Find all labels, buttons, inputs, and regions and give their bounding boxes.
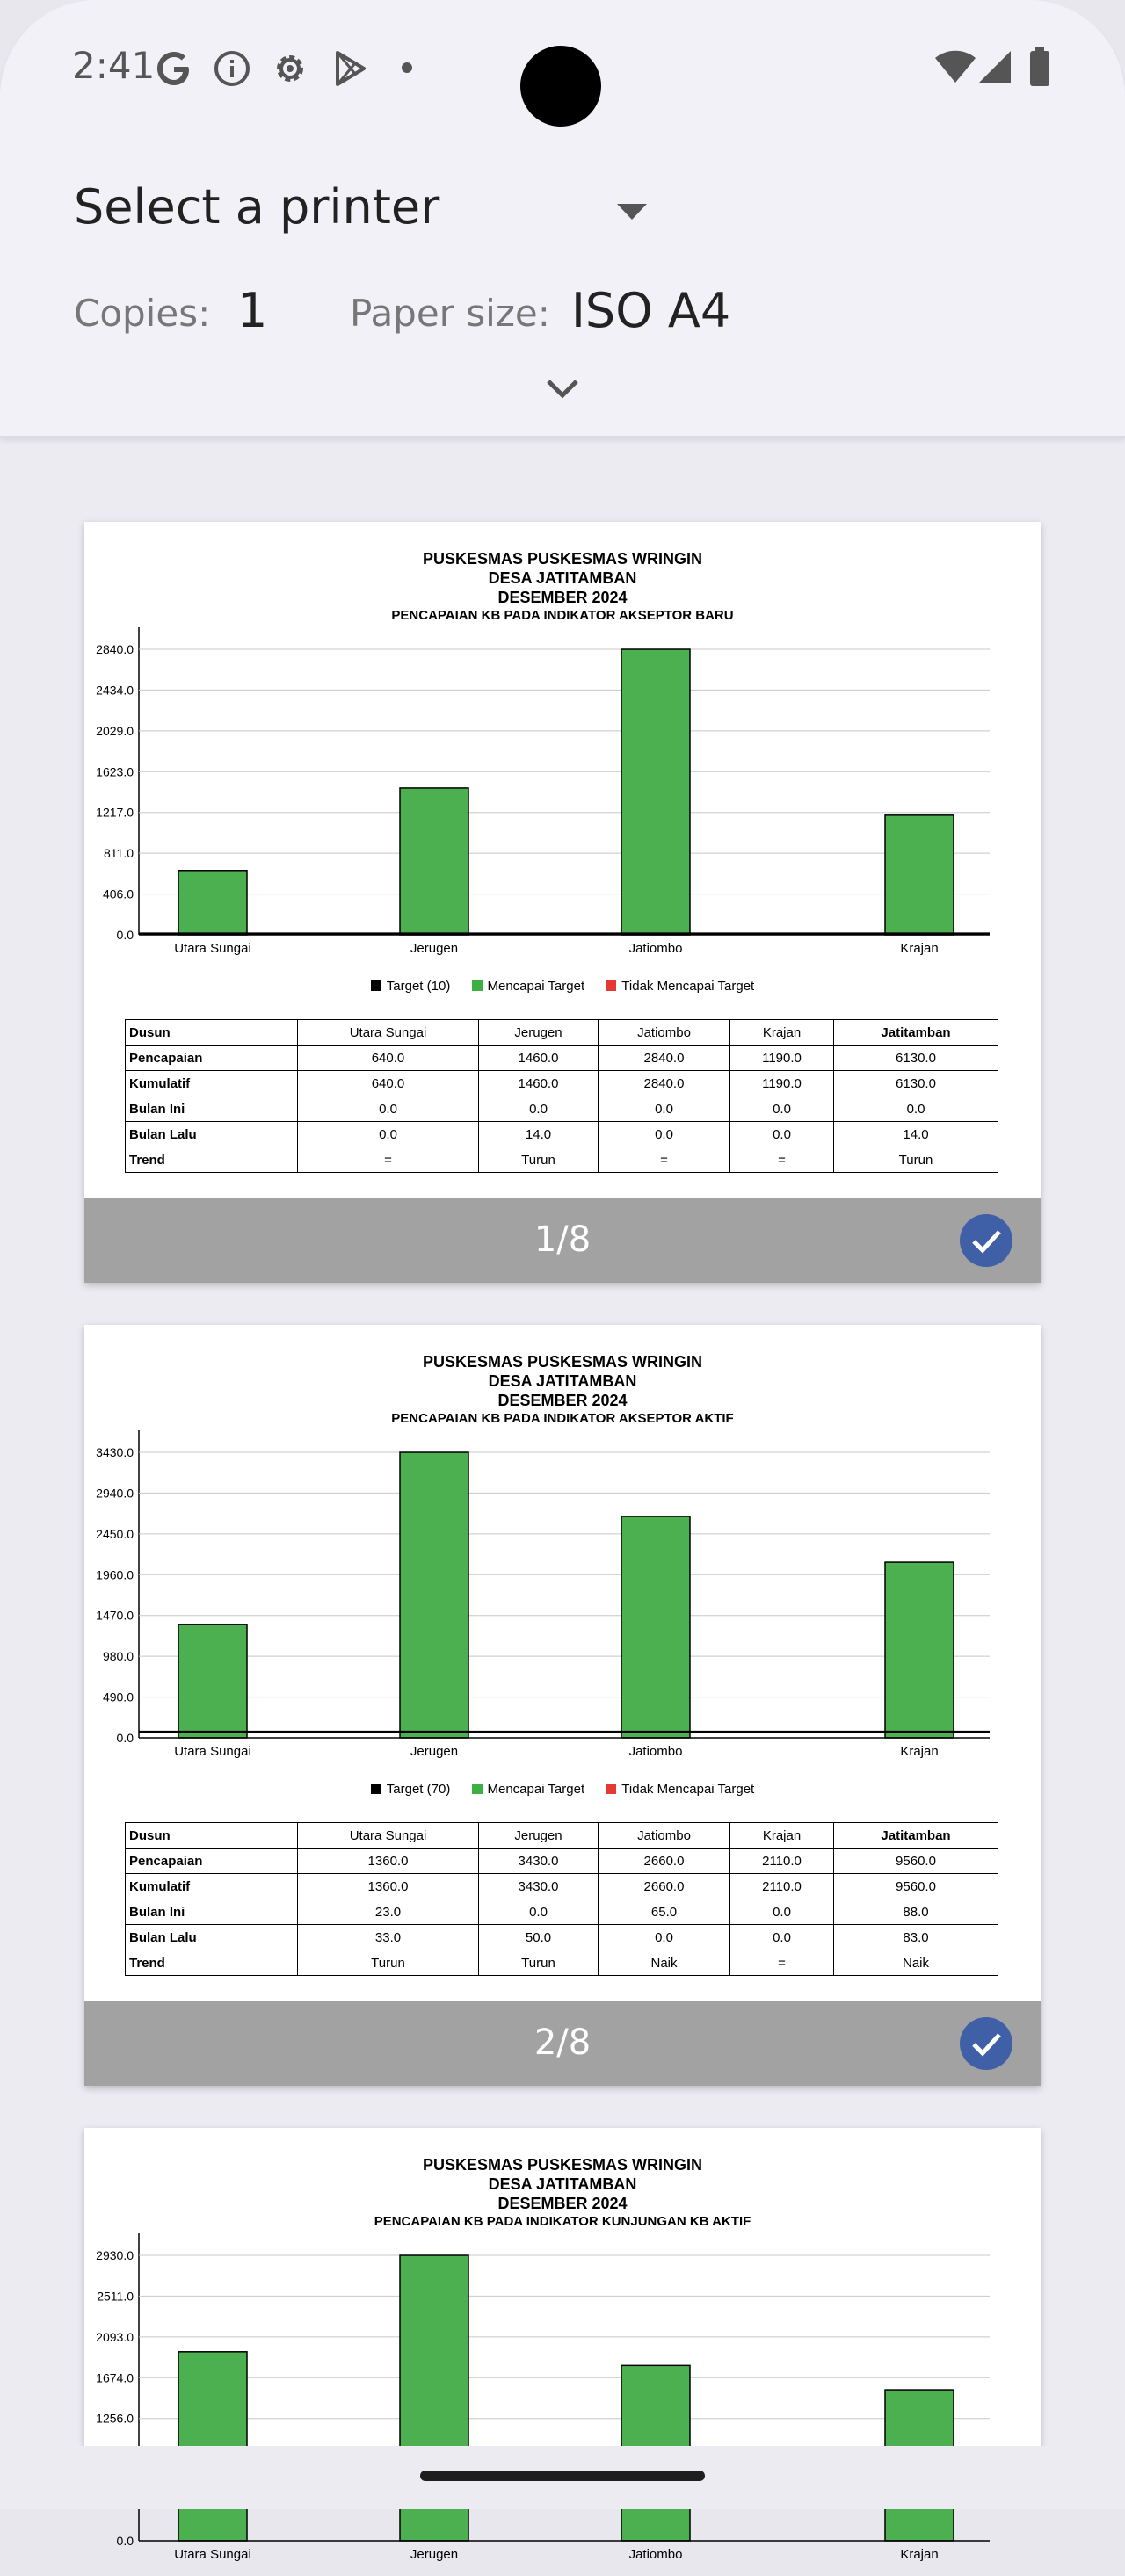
home-gesture-handle[interactable] bbox=[420, 2471, 705, 2481]
data-table-1 bbox=[125, 1019, 998, 1173]
table-cell: 2840.0 bbox=[599, 1046, 730, 1071]
doc-title-3: DESEMBER 2024 bbox=[497, 589, 628, 606]
x-tick-label: Jatiombo bbox=[628, 1744, 683, 1759]
table-cell: = bbox=[599, 1147, 730, 1173]
bar bbox=[178, 871, 247, 935]
table-cell: Kumulatif bbox=[126, 1874, 298, 1899]
doc-title-2: DESA JATITAMBAN bbox=[488, 2175, 637, 2193]
bar bbox=[621, 649, 690, 935]
table-cell: Kumulatif bbox=[126, 1071, 298, 1096]
table-row bbox=[126, 1096, 998, 1122]
table-cell: Utara Sungai bbox=[298, 1020, 479, 1046]
status-bar bbox=[0, 0, 1125, 132]
table-cell: Trend bbox=[126, 1950, 298, 1976]
table-cell: Utara Sungai bbox=[298, 1823, 479, 1849]
navigation-bar bbox=[0, 2446, 1125, 2509]
table-row bbox=[126, 1147, 998, 1173]
legend-miss: Tidak Mencapai Target bbox=[606, 1782, 754, 1797]
table-cell: Jerugen bbox=[479, 1823, 599, 1849]
x-tick-label: Jerugen bbox=[410, 941, 459, 956]
y-tick-label: 2029.0 bbox=[96, 723, 134, 738]
y-tick-label: 1674.0 bbox=[96, 2370, 134, 2385]
table-cell: 0.0 bbox=[730, 1925, 834, 1950]
table-cell: 2660.0 bbox=[599, 1874, 730, 1899]
y-tick-label: 1623.0 bbox=[96, 764, 134, 779]
table-cell: 0.0 bbox=[298, 1096, 479, 1122]
y-tick-label: 2093.0 bbox=[96, 2329, 134, 2344]
battery-icon bbox=[1028, 47, 1051, 86]
table-header-row bbox=[126, 1020, 998, 1046]
y-tick-label: 1256.0 bbox=[96, 2411, 134, 2426]
bar bbox=[885, 1562, 954, 1738]
play-store-icon bbox=[330, 49, 369, 88]
y-tick-label: 490.0 bbox=[102, 1690, 134, 1704]
chart-legend bbox=[84, 1782, 1041, 1797]
table-cell: Krajan bbox=[730, 1020, 834, 1046]
x-tick-label: Utara Sungai bbox=[174, 1744, 251, 1759]
y-tick-label: 2940.0 bbox=[96, 1486, 134, 1501]
chart-legend bbox=[84, 979, 1041, 994]
table-cell: Pencapaian bbox=[126, 1046, 298, 1071]
legend-swatch-black bbox=[371, 1784, 381, 1794]
cell-signal-icon bbox=[977, 49, 1012, 84]
status-time: 2:41 bbox=[72, 44, 156, 87]
table-cell: Trend bbox=[126, 1147, 298, 1173]
x-tick-label: Utara Sungai bbox=[174, 941, 251, 956]
y-tick-label: 3430.0 bbox=[96, 1445, 134, 1459]
table-cell: 0.0 bbox=[599, 1122, 730, 1147]
y-tick-label: 811.0 bbox=[104, 846, 134, 861]
bar-chart-3 bbox=[84, 2225, 1041, 2576]
page-selected-checkbox[interactable] bbox=[960, 2017, 1012, 2070]
y-tick-label: 0.0 bbox=[116, 1731, 134, 1745]
table-cell: 3430.0 bbox=[479, 1849, 599, 1874]
y-tick-label: 980.0 bbox=[102, 1649, 134, 1664]
page-footer bbox=[84, 2001, 1041, 2086]
google-icon bbox=[155, 49, 193, 88]
table-cell: 6130.0 bbox=[834, 1046, 998, 1071]
table-cell: 0.0 bbox=[479, 1096, 599, 1122]
table-cell: 0.0 bbox=[730, 1096, 834, 1122]
table-cell: 1190.0 bbox=[730, 1071, 834, 1096]
paper-size-label: Paper size: bbox=[350, 292, 550, 335]
table-cell: Naik bbox=[599, 1950, 730, 1976]
legend-target: Target (10) bbox=[371, 979, 451, 994]
y-tick-label: 1217.0 bbox=[96, 805, 134, 820]
table-cell: Turun bbox=[834, 1147, 998, 1173]
doc-title-4: PENCAPAIAN KB PADA INDIKATOR KUNJUNGAN KB AKTIF bbox=[374, 2214, 751, 2229]
y-tick-label: 1960.0 bbox=[96, 1567, 134, 1582]
table-cell: 2110.0 bbox=[730, 1849, 834, 1874]
x-tick-label: Utara Sungai bbox=[174, 2547, 251, 2562]
page-footer bbox=[84, 1198, 1041, 1283]
table-cell: Jatitamban bbox=[834, 1020, 998, 1046]
table-cell: 2840.0 bbox=[599, 1071, 730, 1096]
copies-label: Copies: bbox=[74, 292, 211, 335]
table-cell: Bulan Ini bbox=[126, 1899, 298, 1925]
page-selected-checkbox[interactable] bbox=[960, 1214, 1012, 1267]
x-tick-label: Jerugen bbox=[410, 2547, 459, 2562]
page-number: 2/8 bbox=[533, 2022, 592, 2063]
doc-title-3: DESEMBER 2024 bbox=[497, 1392, 628, 1409]
table-cell: 0.0 bbox=[599, 1096, 730, 1122]
legend-swatch-green bbox=[472, 980, 483, 991]
printer-dropdown[interactable]: Select a printer bbox=[74, 179, 440, 235]
copies-input[interactable]: 1 bbox=[237, 283, 268, 338]
table-cell: 1460.0 bbox=[479, 1071, 599, 1096]
table-cell: Dusun bbox=[126, 1020, 298, 1046]
legend-hit: Mencapai Target bbox=[472, 979, 585, 994]
table-row bbox=[126, 1046, 998, 1071]
table-cell: = bbox=[730, 1950, 834, 1976]
y-tick-label: 2434.0 bbox=[96, 683, 134, 698]
x-tick-label: Krajan bbox=[900, 941, 939, 956]
doc-title-4: PENCAPAIAN KB PADA INDIKATOR AKSEPTOR AKTIF bbox=[391, 1411, 734, 1426]
table-cell: 640.0 bbox=[298, 1071, 479, 1096]
table-row bbox=[126, 1071, 998, 1096]
paper-size-select[interactable]: ISO A4 bbox=[571, 283, 731, 338]
table-cell: Bulan Lalu bbox=[126, 1122, 298, 1147]
x-tick-label: Jerugen bbox=[410, 1744, 459, 1759]
table-cell: = bbox=[298, 1147, 479, 1173]
print-options-panel bbox=[0, 0, 1125, 438]
table-cell: Jatitamban bbox=[834, 1823, 998, 1849]
table-cell: 33.0 bbox=[298, 1925, 479, 1950]
dot-icon bbox=[401, 62, 413, 74]
y-tick-label: 2930.0 bbox=[96, 2248, 134, 2262]
doc-title-4: PENCAPAIAN KB PADA INDIKATOR AKSEPTOR BARU bbox=[391, 608, 734, 623]
bar bbox=[885, 815, 954, 935]
table-cell: 0.0 bbox=[730, 1899, 834, 1925]
table-cell: 0.0 bbox=[834, 1096, 998, 1122]
table-cell: Bulan Lalu bbox=[126, 1925, 298, 1950]
bar-chart-2 bbox=[84, 1422, 1041, 1773]
table-cell: 0.0 bbox=[730, 1122, 834, 1147]
info-icon bbox=[213, 49, 251, 88]
table-cell: 88.0 bbox=[834, 1899, 998, 1925]
table-cell: Bulan Ini bbox=[126, 1096, 298, 1122]
page-preview-3[interactable] bbox=[84, 2128, 1041, 2562]
bar bbox=[621, 1516, 690, 1738]
table-row bbox=[126, 1874, 998, 1899]
table-cell: 1460.0 bbox=[479, 1046, 599, 1071]
table-cell: Turun bbox=[479, 1950, 599, 1976]
table-cell: Dusun bbox=[126, 1823, 298, 1849]
table-cell: 2660.0 bbox=[599, 1849, 730, 1874]
table-cell: Pencapaian bbox=[126, 1849, 298, 1874]
table-cell: 6130.0 bbox=[834, 1071, 998, 1096]
y-tick-label: 1470.0 bbox=[96, 1608, 134, 1623]
front-camera bbox=[520, 46, 601, 127]
table-cell: Krajan bbox=[730, 1823, 834, 1849]
table-cell: Jatiombo bbox=[599, 1020, 730, 1046]
table-cell: 640.0 bbox=[298, 1046, 479, 1071]
y-tick-label: 2511.0 bbox=[97, 2289, 134, 2304]
doc-title-2: DESA JATITAMBAN bbox=[488, 1372, 637, 1390]
table-cell: 3430.0 bbox=[479, 1874, 599, 1899]
table-cell: 1190.0 bbox=[730, 1046, 834, 1071]
x-tick-label: Jatiombo bbox=[628, 941, 683, 956]
y-tick-label: 2840.0 bbox=[96, 642, 134, 656]
table-cell: Turun bbox=[298, 1950, 479, 1976]
check-icon bbox=[960, 2017, 1012, 2070]
table-cell: 65.0 bbox=[599, 1899, 730, 1925]
legend-swatch-green bbox=[472, 1784, 483, 1794]
table-cell: 2110.0 bbox=[730, 1874, 834, 1899]
y-tick-label: 406.0 bbox=[102, 886, 134, 901]
table-cell: 23.0 bbox=[298, 1899, 479, 1925]
y-tick-label: 0.0 bbox=[116, 928, 134, 942]
table-cell: 83.0 bbox=[834, 1925, 998, 1950]
table-row bbox=[126, 1899, 998, 1925]
legend-swatch-red bbox=[606, 1784, 616, 1794]
doc-title-1: PUSKESMAS PUSKESMAS WRINGIN bbox=[422, 550, 703, 568]
bar bbox=[400, 1452, 468, 1738]
dropdown-caret-icon[interactable] bbox=[617, 204, 647, 220]
legend-hit: Mencapai Target bbox=[472, 1782, 585, 1797]
table-cell: 50.0 bbox=[479, 1925, 599, 1950]
doc-title-1: PUSKESMAS PUSKESMAS WRINGIN bbox=[422, 1353, 703, 1371]
legend-swatch-red bbox=[606, 980, 616, 991]
table-cell: 0.0 bbox=[599, 1925, 730, 1950]
y-tick-label: 2450.0 bbox=[96, 1526, 134, 1541]
bar bbox=[400, 788, 468, 935]
legend-miss: Tidak Mencapai Target bbox=[606, 979, 754, 994]
bar-chart-1 bbox=[84, 619, 1041, 970]
expand-chevron-icon[interactable] bbox=[545, 378, 580, 401]
bar bbox=[178, 1624, 247, 1738]
table-header-row bbox=[126, 1823, 998, 1849]
table-cell: 0.0 bbox=[479, 1899, 599, 1925]
doc-title-3: DESEMBER 2024 bbox=[497, 2195, 628, 2212]
table-cell: Turun bbox=[479, 1147, 599, 1173]
table-cell: = bbox=[730, 1147, 834, 1173]
table-row bbox=[126, 1122, 998, 1147]
x-tick-label: Krajan bbox=[900, 1744, 939, 1759]
table-row bbox=[126, 1849, 998, 1874]
table-row bbox=[126, 1925, 998, 1950]
y-tick-label: 0.0 bbox=[116, 2534, 134, 2548]
data-table-2 bbox=[125, 1822, 998, 1976]
table-cell: 1360.0 bbox=[298, 1874, 479, 1899]
x-tick-label: Krajan bbox=[900, 2547, 939, 2562]
wifi-icon bbox=[933, 49, 977, 84]
legend-target: Target (70) bbox=[371, 1782, 451, 1797]
page-number: 1/8 bbox=[533, 1219, 592, 1260]
doc-title-2: DESA JATITAMBAN bbox=[488, 569, 637, 587]
table-cell: Naik bbox=[834, 1950, 998, 1976]
table-cell: 14.0 bbox=[479, 1122, 599, 1147]
settings-icon bbox=[271, 49, 309, 88]
table-cell: 9560.0 bbox=[834, 1874, 998, 1899]
table-cell: 9560.0 bbox=[834, 1849, 998, 1874]
doc-title-1: PUSKESMAS PUSKESMAS WRINGIN bbox=[422, 2156, 703, 2174]
table-cell: Jatiombo bbox=[599, 1823, 730, 1849]
table-cell: 0.0 bbox=[298, 1122, 479, 1147]
legend-swatch-black bbox=[371, 980, 381, 991]
table-cell: 14.0 bbox=[834, 1122, 998, 1147]
check-icon bbox=[960, 1214, 1012, 1267]
table-cell: 1360.0 bbox=[298, 1849, 479, 1874]
table-row bbox=[126, 1950, 998, 1976]
page-preview-1[interactable] bbox=[84, 522, 1041, 1283]
table-cell: Jerugen bbox=[479, 1020, 599, 1046]
x-tick-label: Jatiombo bbox=[628, 2547, 683, 2562]
page-preview-2[interactable] bbox=[84, 1325, 1041, 2086]
